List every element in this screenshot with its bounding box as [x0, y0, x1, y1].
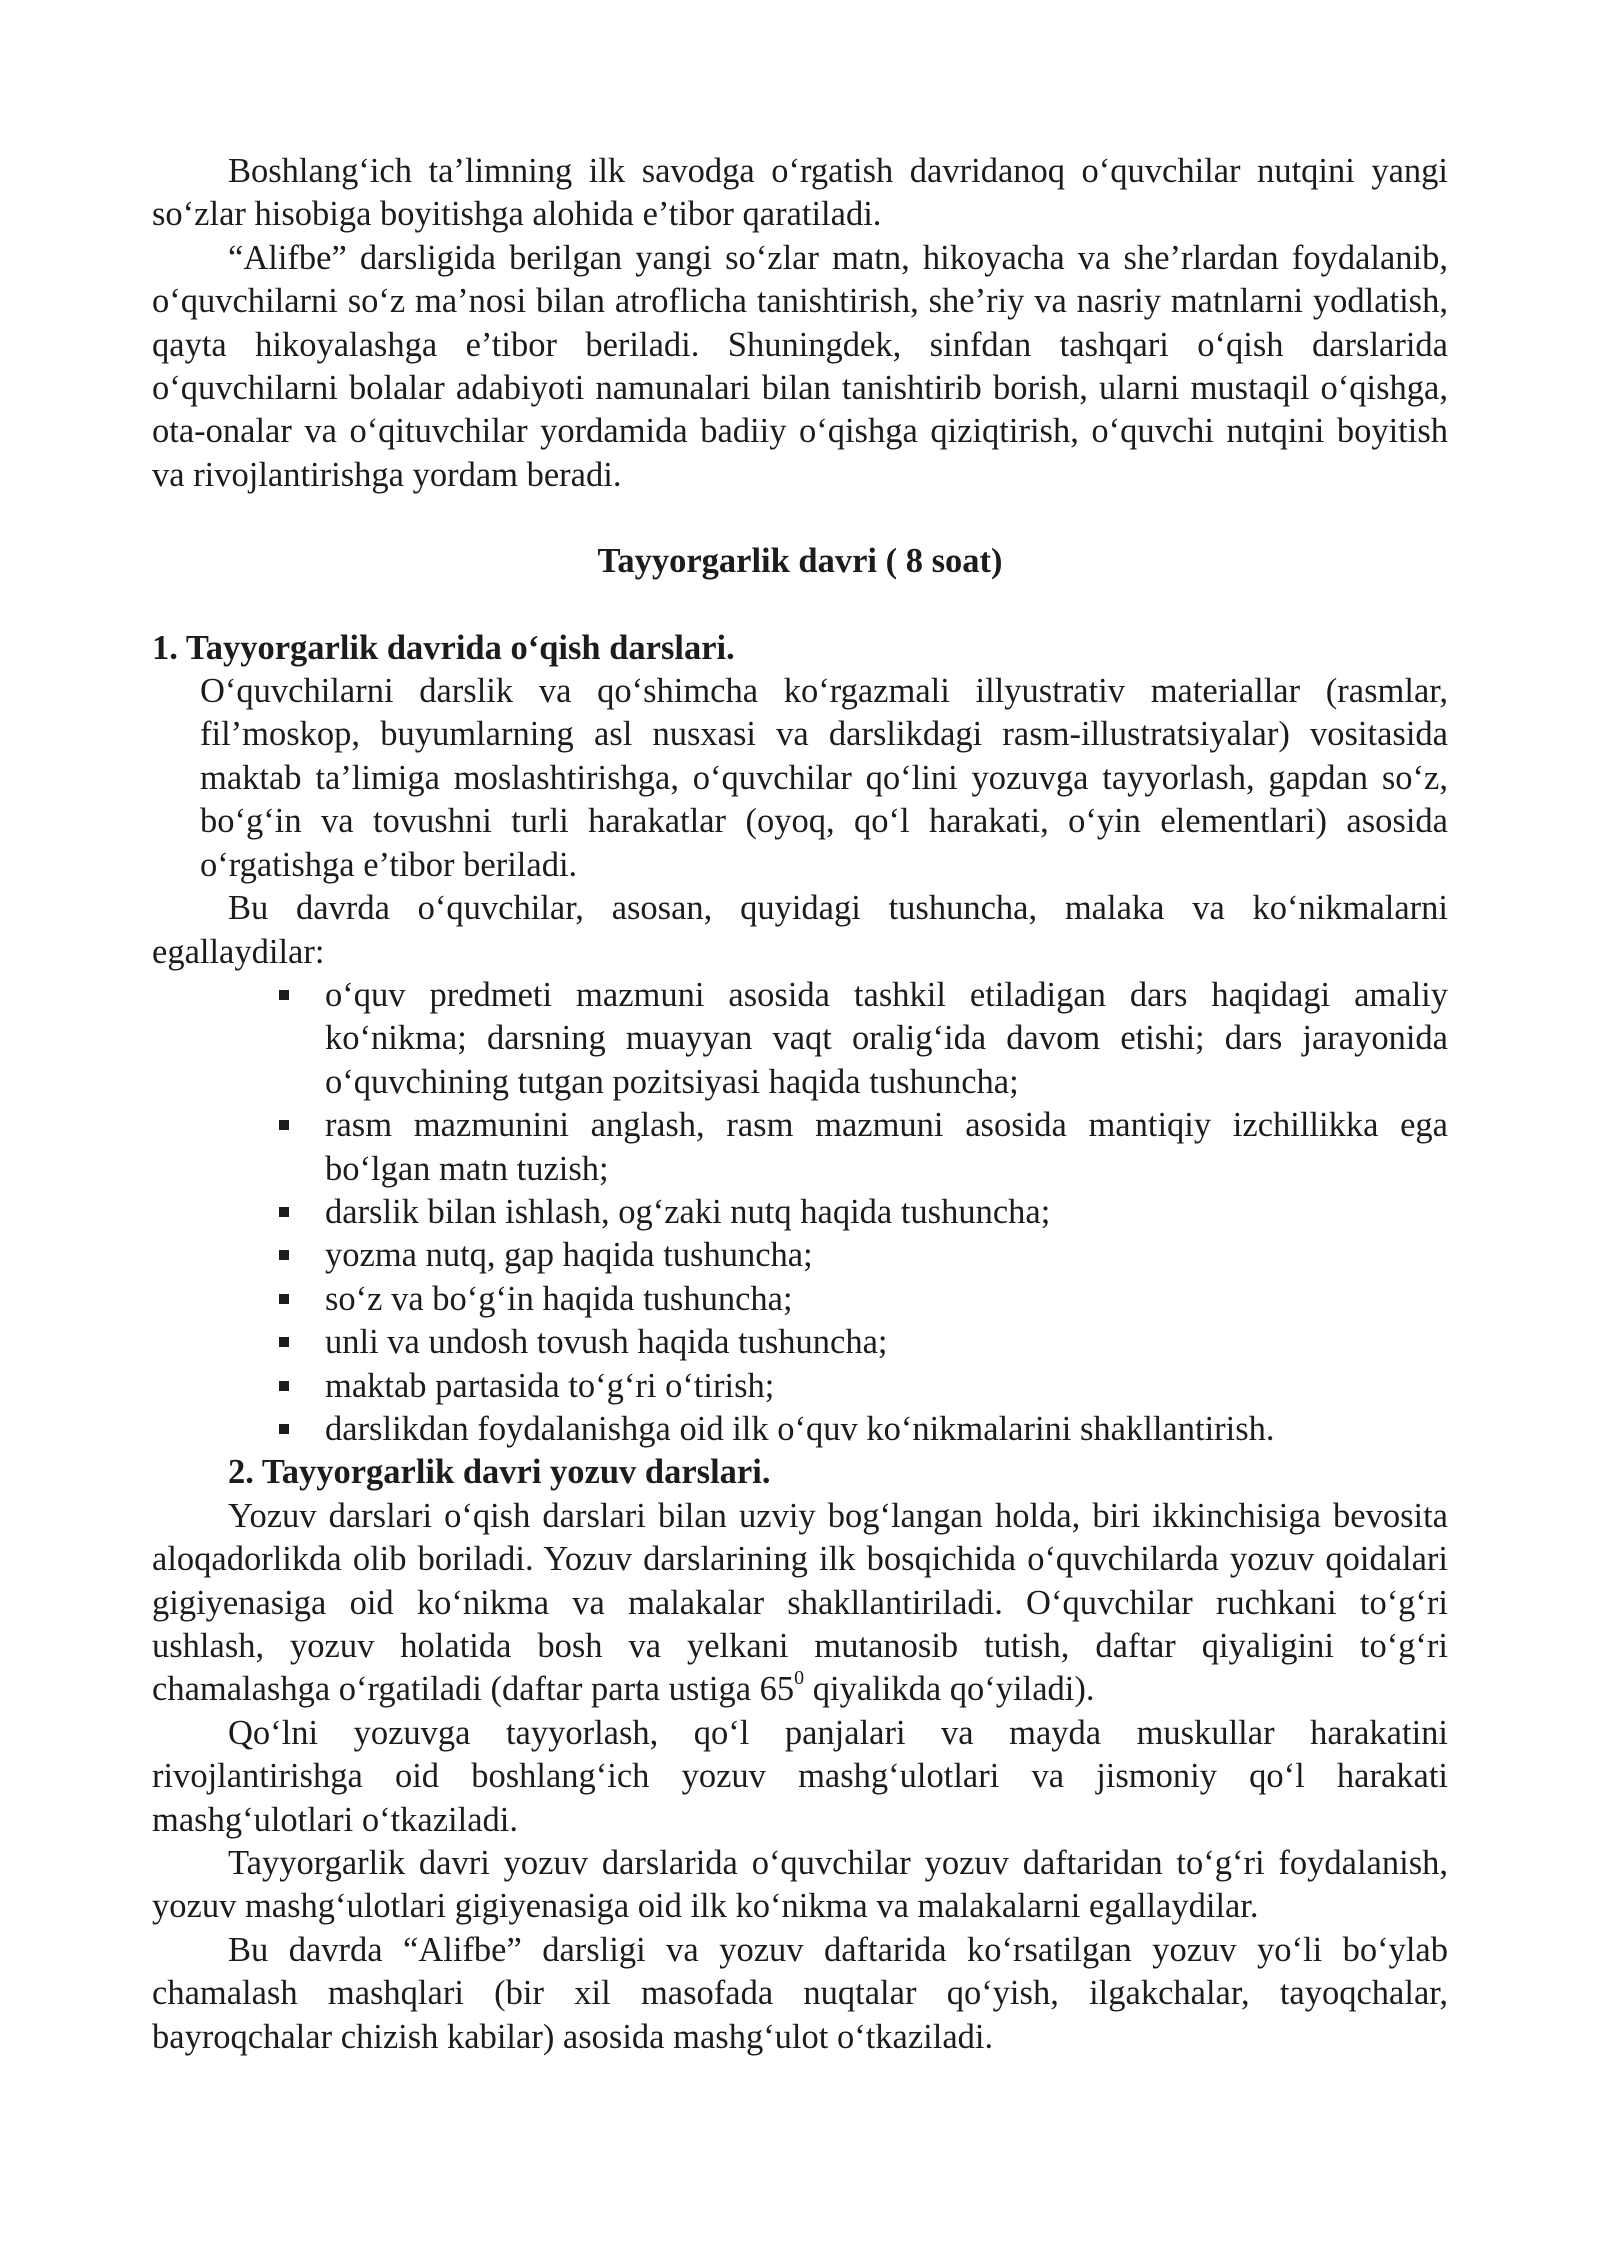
list-item	[325, 1234, 1448, 1277]
section2-paragraph-1	[152, 1495, 1448, 1712]
section2-heading: 2. Tayyorgarlik davri yozuv darslari.	[228, 1453, 771, 1492]
section1-intro: O‘quvchilarni darslik va qo‘shimcha ko‘rgazmali illyustrativ materiallar (rasmlar, fil’moskop, buyumlarning asl nusxasi va darslikdagi rasm-illustratsiyalar) vositasida maktab ta’limiga moslashtirishga, o‘quvchilar qo‘lini yozuvga tayyorlash, gapdan so‘z, bo‘g‘in va tovushni turli harakatlar (oyoq, qo‘l harakati, o‘yin elementlari) asosida o‘rgatishga e’tibor beriladi.	[200, 672, 1448, 884]
list-item	[325, 1321, 1448, 1364]
skills-list	[152, 974, 1448, 1451]
list-item-text: o‘quv predmeti mazmuni asosida tashkil etiladigan dars haqidagi amaliy ko‘nikma; darsning muayyan vaqt oralig‘ida davom etishi; dars jarayonida o‘quvchining tutgan pozitsiyasi haqida tushuncha;	[325, 975, 1448, 1101]
section2-p1-text: Yozuv darslari o‘qish darslari bilan uzviy bog‘langan holda, biri ikkinchisiga bevosita aloqadorlikda olib boriladi. Yozuv darslarining ilk bosqichida o‘quvchilarda yozuv qoidalari gigiyenasiga oid ko‘nikma va malakalar shakllantiriladi. O‘quvchilar ruchkani to‘g‘ri ushlash, yozuv holatida bosh va yelkani mutanosib tutish, daftar qiyaligini to‘g‘ri chamalashga o‘rgatiladi (daftar parta ustiga 65	[152, 1496, 1448, 1709]
bullet-square-icon	[279, 1294, 289, 1304]
section1-heading: 1. Tayyorgarlik davrida o‘qish darslari.	[152, 628, 735, 667]
list-item-text: so‘z va bo‘g‘in haqida tushuncha;	[325, 1279, 793, 1318]
degree-superscript: 0	[794, 1666, 805, 1689]
paragraph-intro: Boshlang‘ich ta’limning ilk savodga o‘rgatish davridanoq o‘quvchilar nutqini yangi so‘zlar hisobiga boyitishga alohida e’tibor qaratiladi.	[152, 152, 1448, 234]
spacer	[152, 497, 1448, 540]
bullet-square-icon	[279, 1207, 289, 1217]
section2-paragraph-3: Tayyorgarlik davri yozuv darslarida o‘quvchilar yozuv daftaridan to‘g‘ri foydalanish, yozuv mashg‘ulotlari gigiyenasiga oid ilk ko‘nikma va malakalarni egallaydilar.	[152, 1844, 1448, 1926]
list-item	[325, 974, 1448, 1104]
list-item	[325, 1278, 1448, 1321]
list-item-text: darslikdan foydalanishga oid ilk o‘quv ko‘nikmalarini shakllantirish.	[325, 1409, 1275, 1448]
list-item	[325, 1365, 1448, 1408]
list-item-text: darslik bilan ishlash, og‘zaki nutq haqida tushuncha;	[325, 1192, 1051, 1231]
bullet-square-icon	[279, 990, 289, 1000]
section2-p1-tail: qiyalikda qo‘yiladi).	[804, 1670, 1095, 1709]
section-title: Tayyorgarlik davri ( 8 soat)	[597, 542, 1003, 581]
paragraph-alifbe: “Alifbe” darsligida berilgan yangi so‘zlar matn, hikoyacha va she’rlardan foydalanib, o‘quvchilarni so‘z ma’nosi bilan atroflicha tanishtirish, she’riy va nasriy matnlarni yodlatish, qayta hikoyalashga e’tibor beriladi. Shuningdek, sinfdan tashqari o‘qish darslarida o‘quvchilarni bolalar adabiyoti namunalari bilan tanishtirib borish, ularni mustaqil o‘qishga, ota-onalar va o‘qituvchilar yordamida badiiy o‘qishga qiziqtirish, o‘quvchi nutqini boyitish va rivojlantirishga yordam beradi.	[152, 238, 1448, 494]
spacer	[152, 584, 1448, 627]
list-item	[325, 1191, 1448, 1234]
list-item-text: unli va undosh tovush haqida tushuncha;	[325, 1323, 888, 1362]
bullet-square-icon	[279, 1381, 289, 1391]
section1-lead: Bu davrda o‘quvchilar, asosan, quyidagi tushuncha, malaka va ko‘nikmalarni egallaydilar:	[152, 889, 1448, 971]
list-item-text: rasm mazmunini anglash, rasm mazmuni asosida mantiqiy izchillikka ega bo‘lgan matn tuzish;	[325, 1106, 1448, 1188]
bullet-square-icon	[279, 1250, 289, 1260]
bullet-square-icon	[279, 1424, 289, 1434]
list-item-text: yozma nutq, gap haqida tushuncha;	[325, 1236, 813, 1275]
section2-paragraph-4: Bu davrda “Alifbe” darsligi va yozuv daftarida ko‘rsatilgan yozuv yo‘li bo‘ylab chamalash mashqlari (bir xil masofada nuqtalar qo‘yish, ilgakchalar, tayoqchalar, bayroqchalar chizish kabilar) asosida mashg‘ulot o‘tkaziladi.	[152, 1930, 1448, 2056]
section2-paragraph-2: Qo‘lni yozuvga tayyorlash, qo‘l panjalari va mayda muskullar harakatini rivojlantirishga oid boshlang‘ich yozuv mashg‘ulotlari va jismoniy qo‘l harakati mashg‘ulotlari o‘tkaziladi.	[152, 1713, 1448, 1839]
document-page	[152, 150, 1448, 2059]
bullet-square-icon	[279, 1337, 289, 1347]
list-item-text: maktab partasida to‘g‘ri o‘tirish;	[325, 1366, 775, 1405]
list-item	[325, 1104, 1448, 1191]
bullet-square-icon	[279, 1120, 289, 1130]
list-item	[325, 1408, 1448, 1451]
